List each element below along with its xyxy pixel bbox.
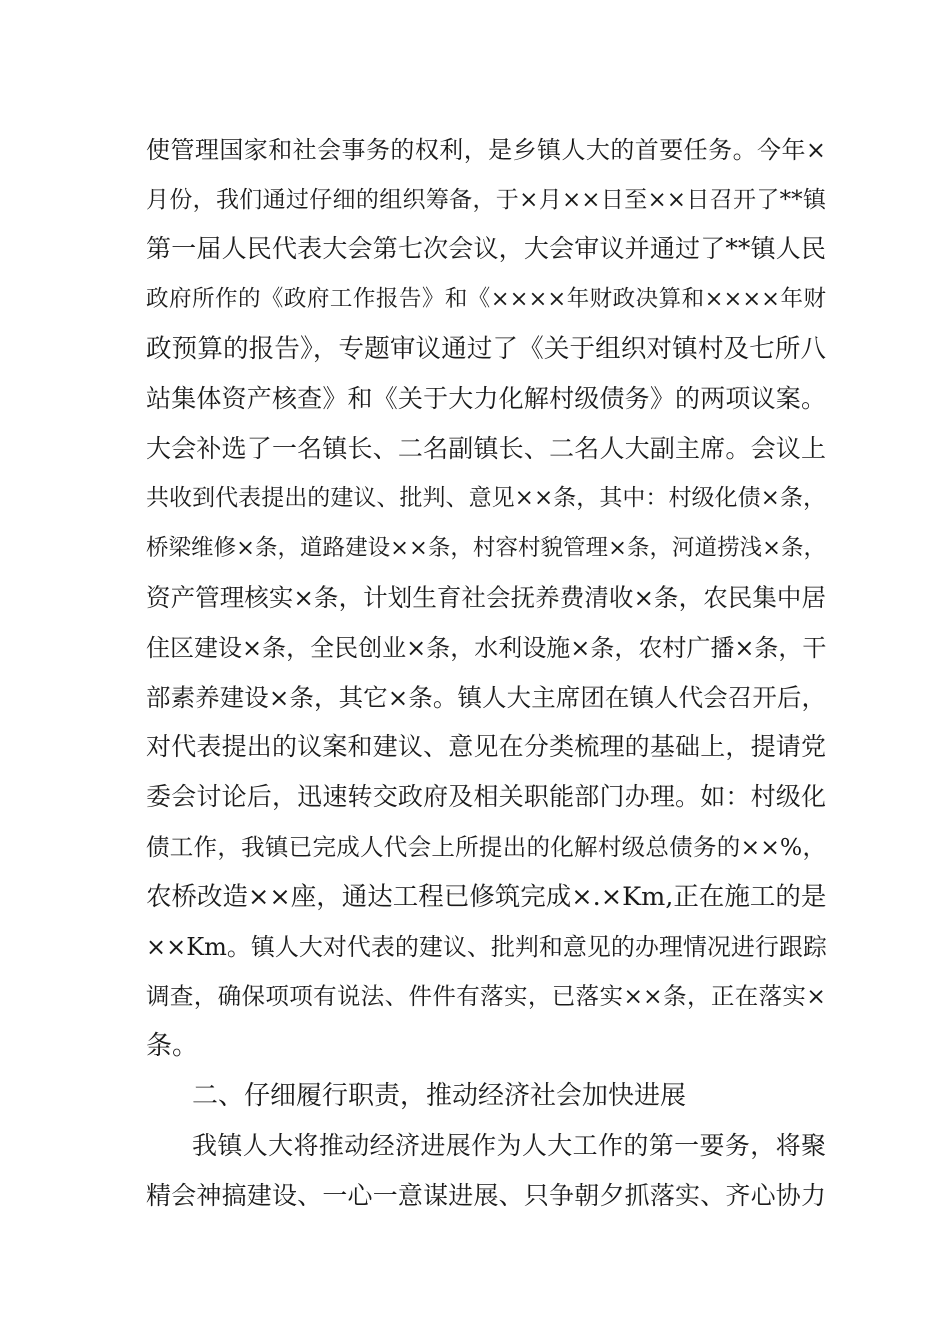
body-text-line: 政预算的报告》，专题审议通过了《关于组织对镇村及七所八 (146, 334, 826, 364)
body-text-line: 大会补选了一名镇长、二名副镇长、二名人大副主席。会议上 (146, 434, 826, 463)
body-text-line: 对代表提出的议案和建议、意见在分类梳理的基础上，提请党 (146, 732, 826, 761)
body-text-line: 站集体资产核查》和《关于大力化解村级债务》的两项议案。 (146, 384, 826, 413)
body-text-line: ××Km。镇人大对代表的建议、批判和意见的办理情况进行跟踪 (146, 933, 827, 961)
body-text-line: 使管理国家和社会事务的权利，是乡镇人大的首要任务。今年× (146, 136, 826, 164)
body-text-line: 精会神搞建设、一心一意谋进展、只争朝夕抓落实、齐心协力 (146, 1181, 826, 1210)
body-text-line: 条。 (146, 1031, 199, 1061)
body-text-line: 共收到代表提出的建议、批判、意见××条，其中：村级化债×条， (146, 485, 826, 511)
body-text-line: 债工作，我镇已完成人代会上所提出的化解村级总债务的××%， (146, 833, 826, 861)
section-heading: 二、仔细履行职责，推动经济社会加快进展 (192, 1081, 687, 1111)
body-text-line: 桥梁维修×条，道路建设××条，村容村貌管理×条，河道捞浅×条， (146, 535, 826, 561)
body-text-line: 调查，确保项项有说法、件件有落实，已落实××条，正在落实× (146, 982, 826, 1010)
body-text-line: 住区建设×条，全民创业×条，水利设施×条，农村广播×条，干 (146, 634, 827, 662)
body-text-line: 第一届人民代表大会第七次会议，大会审议并通过了**镇人民 (146, 234, 826, 263)
body-text-line: 部素养建设×条，其它×条。镇人大主席团在镇人代会召开后， (146, 683, 826, 712)
body-text-line: 资产管理核实×条，计划生育社会抚养费清收×条，农民集中居 (146, 583, 826, 612)
body-text-line: 委会讨论后，迅速转交政府及相关职能部门办理。如：村级化 (146, 782, 826, 811)
body-text-line: 政府所作的《政府工作报告》和《××××年财政决算和××××年财 (146, 286, 826, 312)
body-text-line: 月份，我们通过仔细的组织筹备，于×月××日至××日召开了**镇 (146, 187, 826, 213)
body-text-line: 农桥改造××座，通达工程已修筑完成×.×Km,正在施工的是 (146, 882, 827, 912)
body-text-line: 我镇人大将推动经济进展作为人大工作的第一要务，将聚 (192, 1131, 826, 1160)
